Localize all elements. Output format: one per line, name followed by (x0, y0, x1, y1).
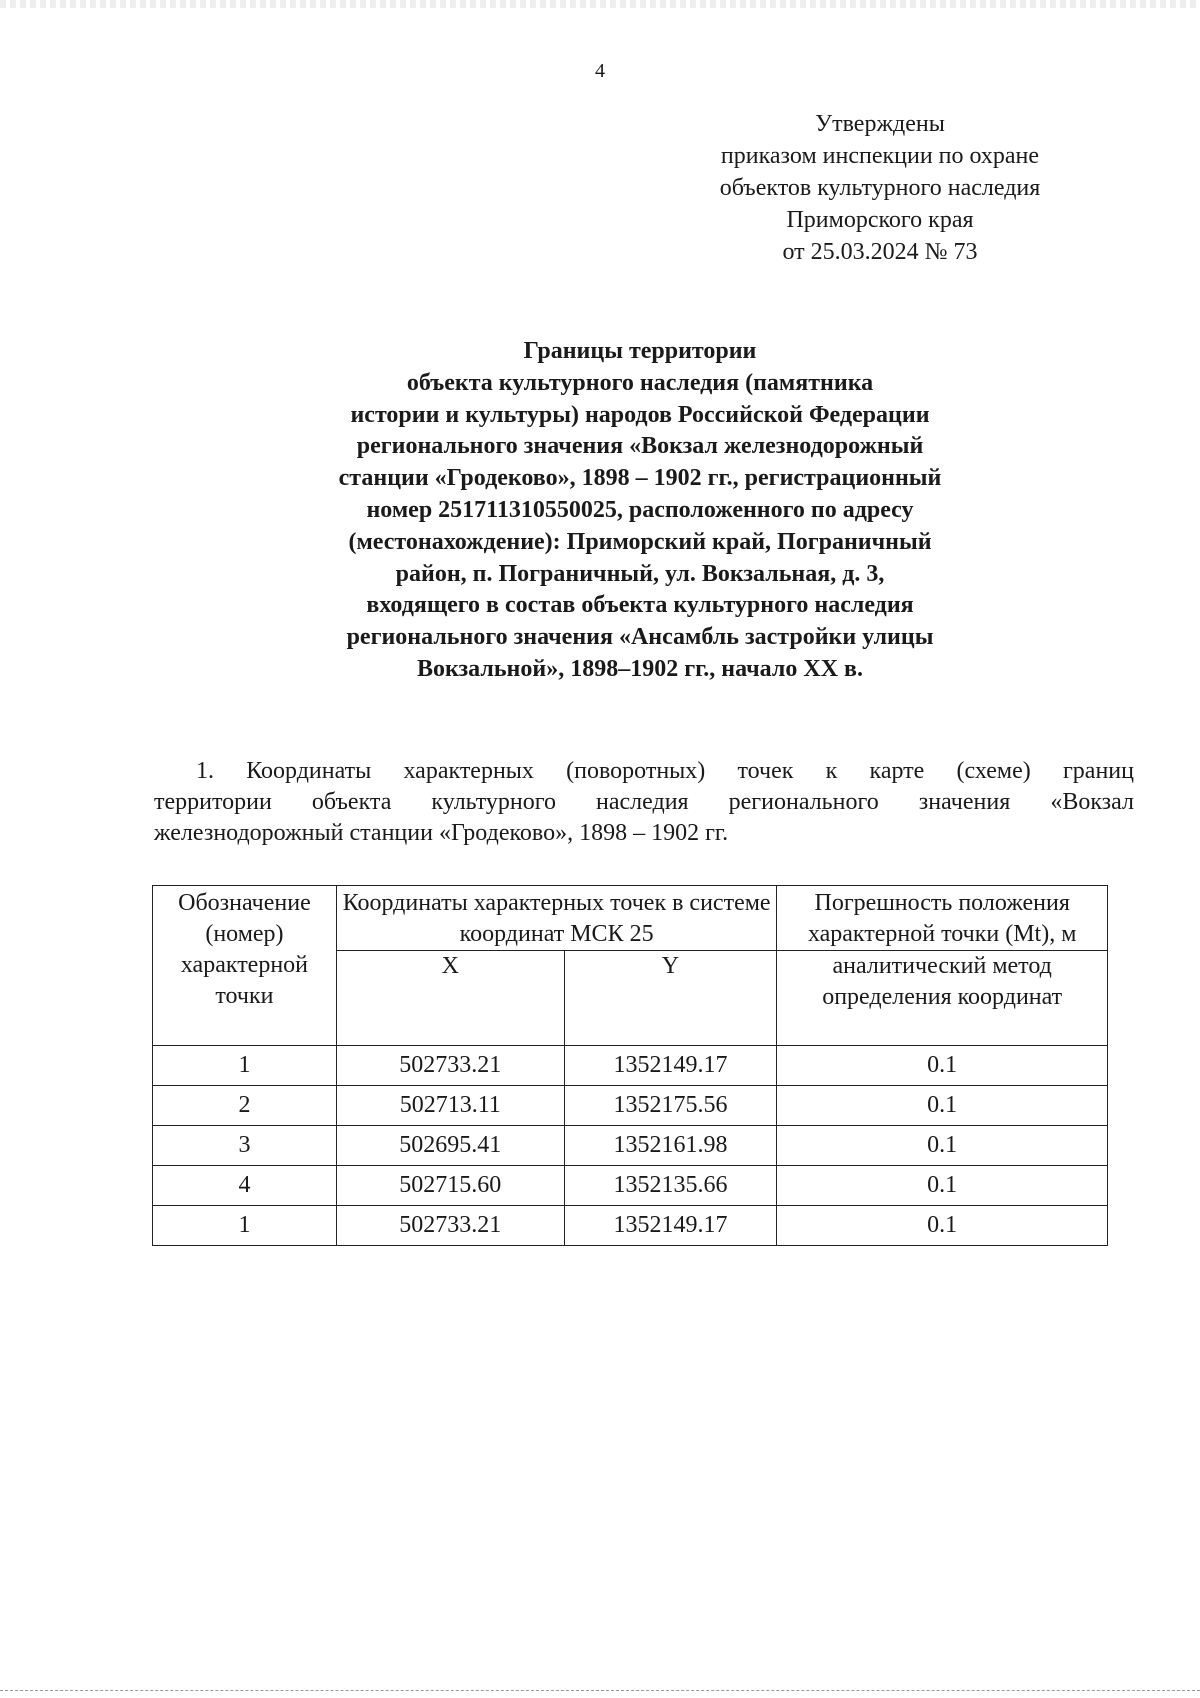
cell-error: 0.1 (777, 1126, 1108, 1166)
cell-x: 502713.11 (336, 1086, 564, 1126)
header-coordinates: Координаты характерных точек в системе координат МСК 25 (336, 886, 776, 951)
approval-line: приказом инспекции по охране (720, 143, 1040, 169)
table-row (153, 1126, 1108, 1166)
document-title (180, 336, 1100, 686)
scan-edge-artifact (0, 0, 1200, 8)
cell-point: 1 (153, 1046, 337, 1086)
title-line: Вокзальной», 1898–1902 гг., начало XX в. (417, 655, 863, 682)
page-number: 4 (595, 60, 605, 82)
cell-x: 502733.21 (336, 1206, 564, 1246)
cell-point: 4 (153, 1166, 337, 1206)
paragraph-line: территории объекта культурного наследия регионального значения «Вокзал (154, 789, 1134, 815)
scan-bottom-edge (0, 1690, 1200, 1691)
cell-point: 1 (153, 1206, 337, 1246)
table-row (153, 1046, 1108, 1086)
cell-y: 1352161.98 (564, 1126, 777, 1166)
title-line: регионального значения «Вокзал железнодорожный (356, 433, 924, 460)
table-row (153, 1166, 1108, 1206)
cell-x: 502733.21 (336, 1046, 564, 1086)
cell-y: 1352149.17 (564, 1206, 777, 1246)
title-line: район, п. Пограничный, ул. Вокзальная, д. 3, (395, 560, 885, 587)
title-line: истории и культуры) народов Российской Федерации (350, 401, 930, 428)
approval-block (680, 108, 1080, 268)
cell-point: 2 (153, 1086, 337, 1126)
header-y: Y (564, 951, 777, 1046)
title-line: регионального значения «Ансамбль застройки улицы (346, 624, 934, 651)
title-line: входящего в состав объекта культурного наследия (366, 592, 914, 619)
approval-line: объектов культурного наследия (719, 175, 1041, 201)
header-designation: Обозначение (номер) характерной точки (153, 886, 337, 1046)
cell-x: 502715.60 (336, 1166, 564, 1206)
paragraph-line: 1. Координаты характерных (поворотных) точек к карте (схеме) границ (196, 758, 1134, 784)
approval-line: Утверждены (815, 111, 945, 137)
title-line: Границы территории (523, 338, 757, 364)
paragraph-line: железнодорожный станции «Гродеково», 1898 – 1902 гг. (154, 820, 729, 846)
approval-line: Приморского края (786, 207, 974, 233)
cell-error: 0.1 (777, 1206, 1108, 1246)
title-line: станции «Гродеково», 1898 – 1902 гг., регистрационный (338, 465, 942, 492)
title-line: (местонахождение): Приморский край, Пограничный (348, 528, 932, 555)
title-line: номер 251711310550025, расположенного по адресу (366, 496, 914, 523)
intro-paragraph (154, 756, 1134, 849)
cell-error: 0.1 (777, 1166, 1108, 1206)
cell-error: 0.1 (777, 1046, 1108, 1086)
cell-point: 3 (153, 1126, 337, 1166)
cell-x: 502695.41 (336, 1126, 564, 1166)
cell-y: 1352149.17 (564, 1046, 777, 1086)
header-method: аналитический метод определения координат (777, 951, 1108, 1046)
title-line: объекта культурного наследия (памятника (406, 369, 874, 396)
coordinates-table (152, 885, 1108, 1246)
cell-y: 1352135.66 (564, 1166, 777, 1206)
table-row (153, 1086, 1108, 1126)
cell-y: 1352175.56 (564, 1086, 777, 1126)
cell-error: 0.1 (777, 1086, 1108, 1126)
header-x: X (336, 951, 564, 1046)
approval-line: от 25.03.2024 № 73 (782, 239, 978, 265)
table-header-row (153, 886, 1108, 951)
table-row (153, 1206, 1108, 1246)
header-error: Погрешность положения характерной точки (Mt), м (777, 886, 1108, 951)
